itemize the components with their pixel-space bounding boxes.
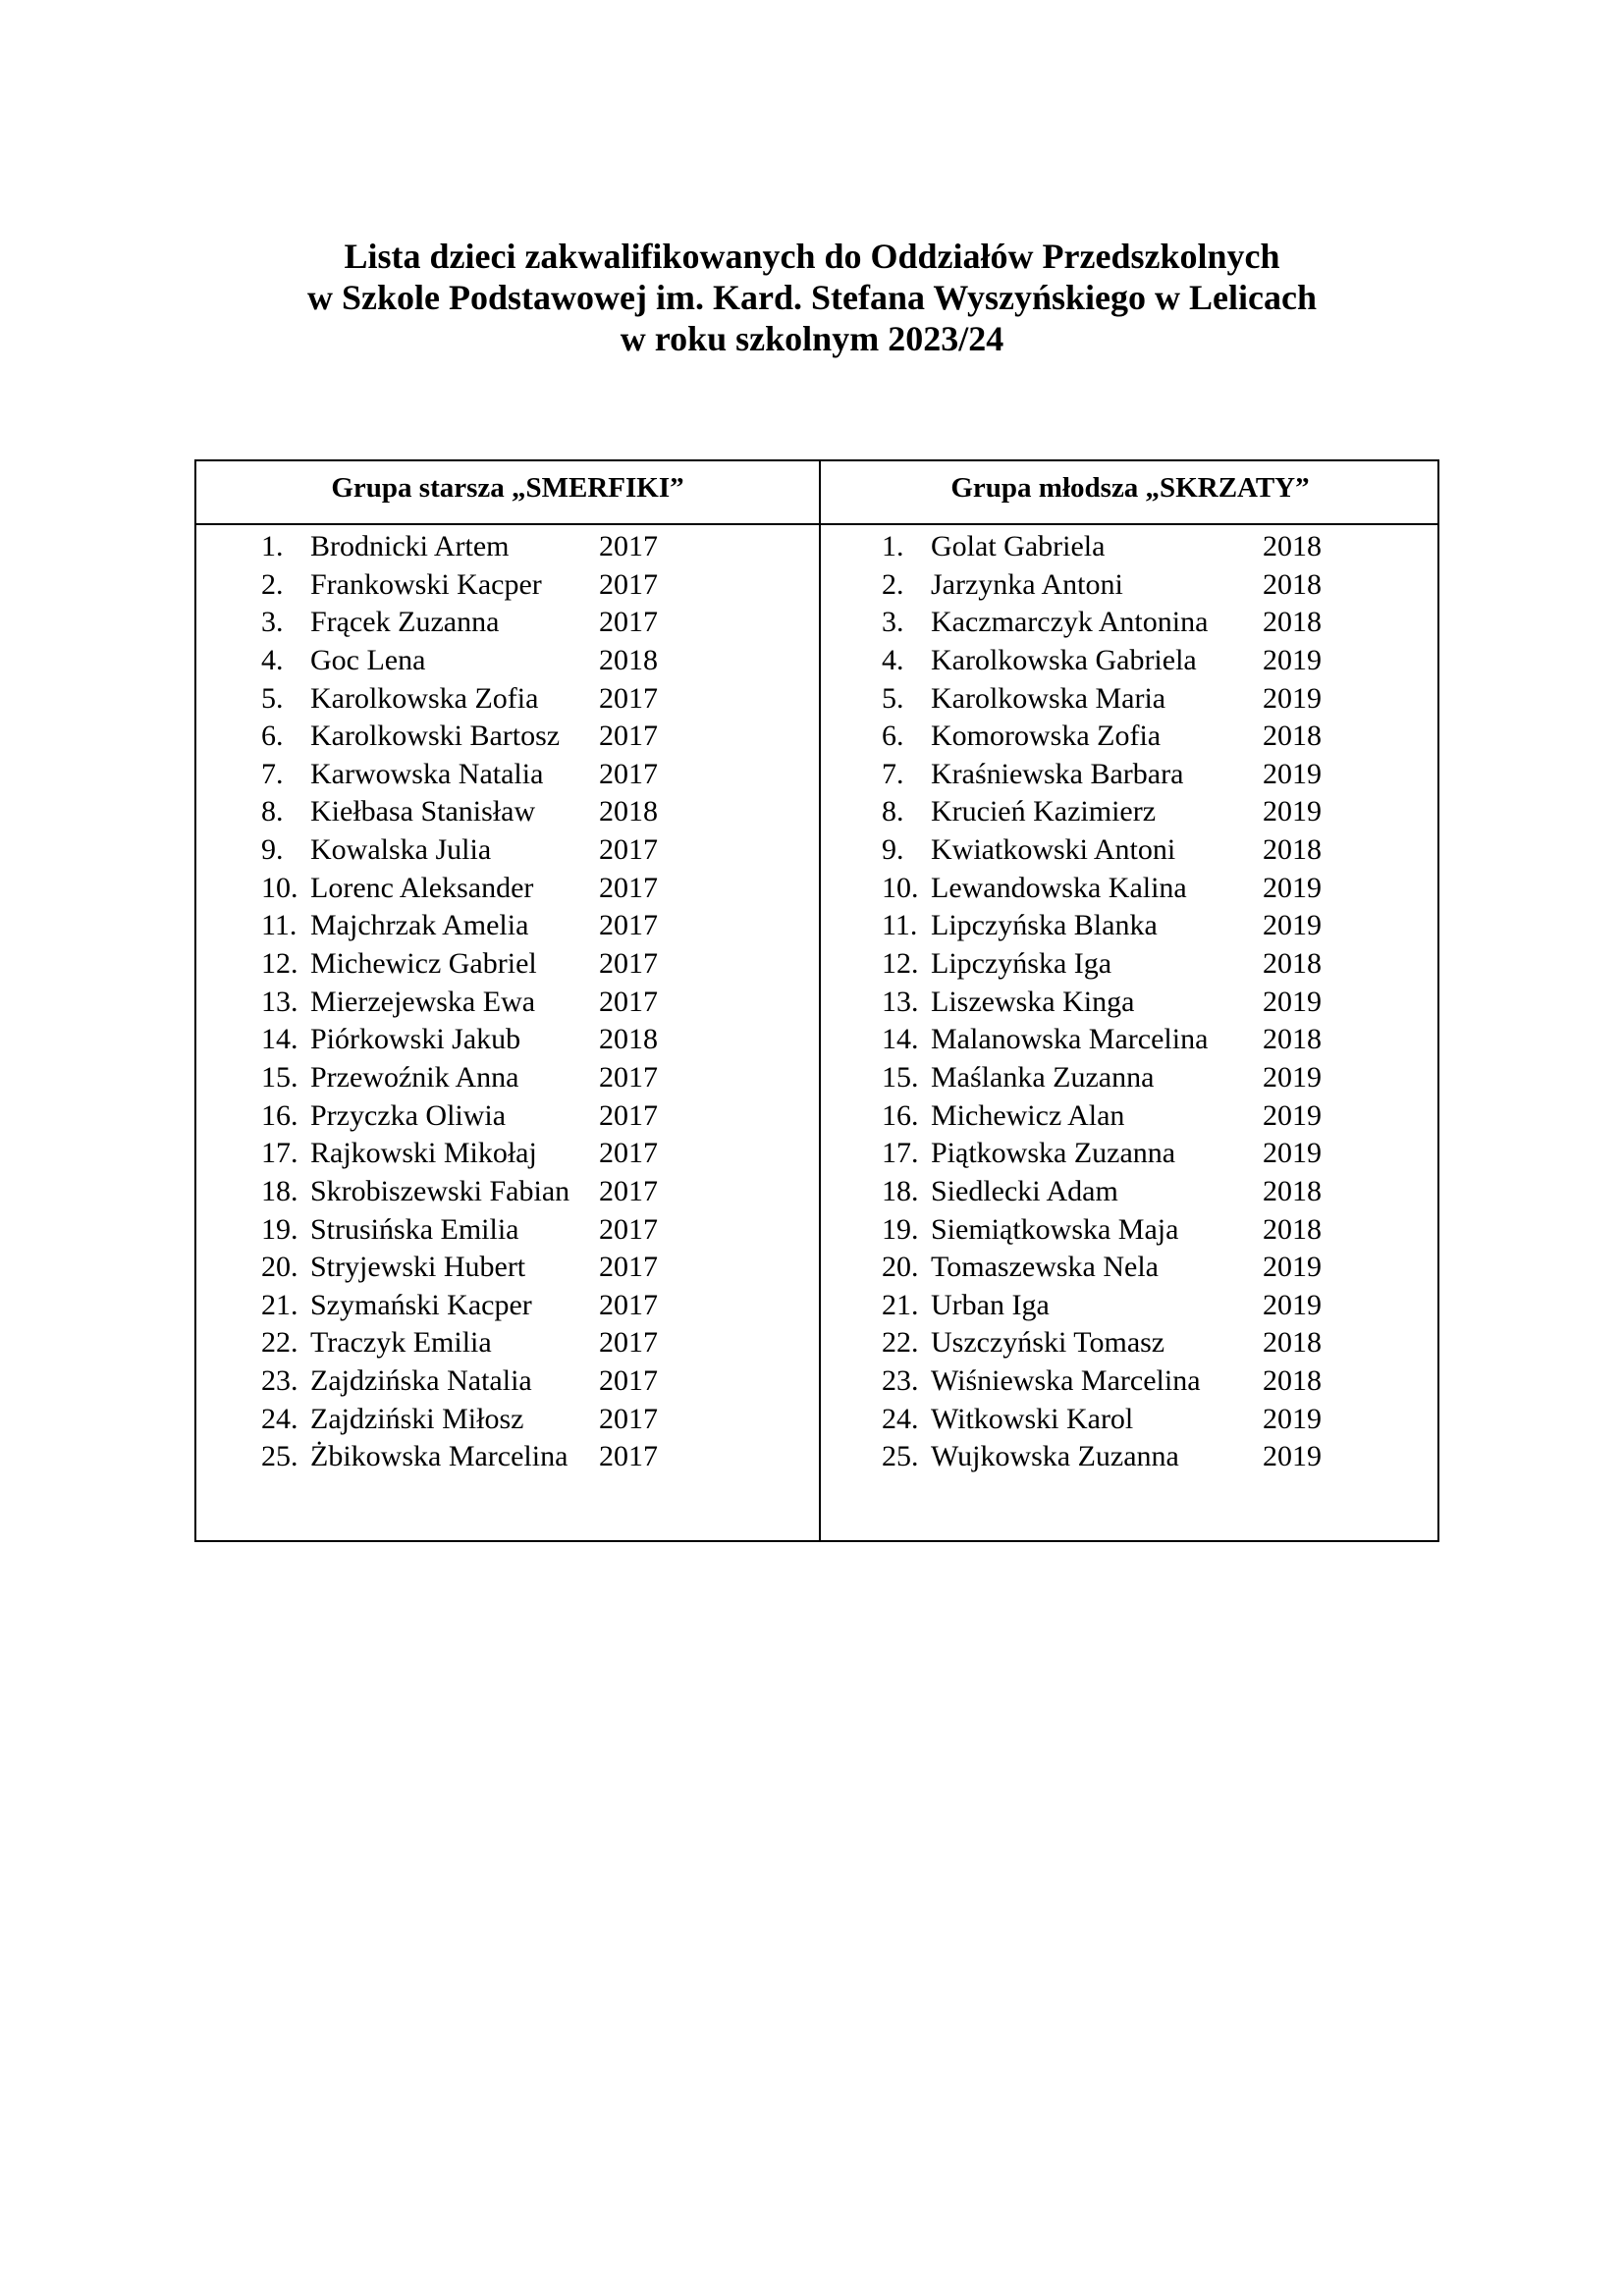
child-number: 1. (882, 530, 904, 562)
child-number: 7. (261, 757, 284, 790)
child-name: Tomaszewska Nela (931, 1251, 1159, 1284)
child-name: Karolkowski Bartosz (310, 720, 561, 753)
child-number: 18. (261, 1174, 298, 1207)
child-number: 3. (882, 606, 904, 639)
birth-year: 2017 (599, 606, 658, 639)
child-number: 12. (882, 947, 919, 981)
child-name: Skrobiszewski Fabian (310, 1174, 570, 1207)
child-name: Frankowski Kacper (310, 567, 542, 601)
child-number: 4. (882, 643, 904, 676)
column-divider (819, 461, 821, 1540)
child-name: Kiełbasa Stanisław (310, 795, 536, 828)
child-number: 16. (261, 1098, 298, 1132)
birth-year: 2018 (1263, 720, 1322, 753)
birth-year: 2019 (1263, 643, 1322, 676)
child-name: Krucień Kazimierz (931, 795, 1157, 828)
child-number: 21. (261, 1288, 298, 1321)
child-name: Kwiatkowski Antoni (931, 833, 1176, 867)
birth-year: 2017 (599, 947, 658, 981)
child-number: 9. (261, 833, 284, 867)
birth-year: 2019 (1263, 1402, 1322, 1435)
child-name: Zajdziński Miłosz (310, 1402, 524, 1435)
child-number: 5. (882, 681, 904, 715)
child-number: 20. (882, 1251, 919, 1284)
child-name: Karolkowska Zofia (310, 681, 539, 715)
child-name: Brodnicki Artem (310, 530, 510, 562)
child-name: Kraśniewska Barbara (931, 757, 1184, 790)
header-divider (196, 523, 1437, 525)
birth-year: 2017 (599, 1288, 658, 1321)
child-number: 8. (882, 795, 904, 828)
child-number: 16. (882, 1098, 919, 1132)
child-name: Mierzejewska Ewa (310, 985, 536, 1018)
child-number: 4. (261, 643, 284, 676)
title-line-1: Lista dzieci zakwalifikowanych do Oddziałów Przedszkolnych (344, 237, 1280, 276)
child-name: Witkowski Karol (931, 1402, 1134, 1435)
child-name: Golat Gabriela (931, 530, 1106, 562)
child-number: 17. (882, 1137, 919, 1170)
child-number: 19. (261, 1212, 298, 1246)
child-number: 2. (882, 567, 904, 601)
child-name: Uszczyński Tomasz (931, 1326, 1165, 1360)
child-name: Liszewska Kinga (931, 985, 1135, 1018)
child-name: Wujkowska Zuzanna (931, 1440, 1179, 1473)
child-number: 14. (882, 1023, 919, 1056)
birth-year: 2019 (1263, 909, 1322, 942)
title-line-3: w roku szkolnym 2023/24 (620, 319, 1004, 358)
birth-year: 2017 (599, 1174, 658, 1207)
child-number: 2. (261, 567, 284, 601)
child-name: Kowalska Julia (310, 833, 492, 867)
birth-year: 2017 (599, 909, 658, 942)
child-number: 23. (261, 1364, 298, 1398)
birth-year: 2018 (1263, 833, 1322, 867)
child-name: Karolkowska Gabriela (931, 643, 1197, 676)
child-name: Strusińska Emilia (310, 1212, 519, 1246)
birth-year: 2018 (1263, 1364, 1322, 1398)
child-number: 15. (882, 1060, 919, 1094)
birth-year: 2017 (599, 1326, 658, 1360)
birth-year: 2019 (1263, 795, 1322, 828)
child-name: Siemiątkowska Maja (931, 1212, 1179, 1246)
child-number: 5. (261, 681, 284, 715)
birth-year: 2018 (1263, 1023, 1322, 1056)
birth-year: 2017 (599, 985, 658, 1018)
child-name: Lewandowska Kalina (931, 871, 1187, 904)
child-name: Zajdzińska Natalia (310, 1364, 532, 1398)
birth-year: 2018 (1263, 530, 1322, 562)
child-name: Siedlecki Adam (931, 1174, 1118, 1207)
child-name: Frącek Zuzanna (310, 606, 500, 639)
birth-year: 2018 (1263, 1326, 1322, 1360)
child-number: 24. (261, 1402, 298, 1435)
child-number: 9. (882, 833, 904, 867)
child-name: Urban Iga (931, 1288, 1050, 1321)
birth-year: 2019 (1263, 1137, 1322, 1170)
child-name: Michewicz Alan (931, 1098, 1125, 1132)
birth-year: 2018 (1263, 606, 1322, 639)
birth-year: 2019 (1263, 1440, 1322, 1473)
child-number: 14. (261, 1023, 298, 1056)
child-number: 17. (261, 1137, 298, 1170)
birth-year: 2018 (1263, 1212, 1322, 1246)
child-name: Maślanka Zuzanna (931, 1060, 1155, 1094)
birth-year: 2019 (1263, 1098, 1322, 1132)
child-name: Komorowska Zofia (931, 720, 1162, 753)
birth-year: 2017 (599, 1060, 658, 1094)
child-name: Malanowska Marcelina (931, 1023, 1209, 1056)
child-number: 15. (261, 1060, 298, 1094)
child-name: Wiśniewska Marcelina (931, 1364, 1201, 1398)
birth-year: 2018 (1263, 1174, 1322, 1207)
birth-year: 2018 (1263, 947, 1322, 981)
child-name: Lorenc Aleksander (310, 871, 534, 904)
child-name: Rajkowski Mikołaj (310, 1137, 537, 1170)
child-number: 12. (261, 947, 298, 981)
birth-year: 2017 (599, 720, 658, 753)
child-number: 11. (882, 909, 918, 942)
roster-table (194, 459, 1439, 1542)
child-number: 13. (261, 985, 298, 1018)
child-name: Karolkowska Maria (931, 681, 1166, 715)
child-name: Lipczyńska Blanka (931, 909, 1158, 942)
birth-year: 2019 (1263, 1288, 1322, 1321)
birth-year: 2019 (1263, 871, 1322, 904)
birth-year: 2019 (1263, 1251, 1322, 1284)
child-name: Michewicz Gabriel (310, 947, 537, 981)
birth-year: 2018 (599, 795, 658, 828)
child-number: 7. (882, 757, 904, 790)
birth-year: 2017 (599, 1137, 658, 1170)
child-number: 25. (882, 1440, 919, 1473)
child-number: 20. (261, 1251, 298, 1284)
birth-year: 2019 (1263, 985, 1322, 1018)
child-number: 10. (261, 871, 298, 904)
child-name: Karwowska Natalia (310, 757, 544, 790)
birth-year: 2018 (599, 643, 658, 676)
child-number: 13. (882, 985, 919, 1018)
birth-year: 2017 (599, 567, 658, 601)
birth-year: 2017 (599, 1098, 658, 1132)
child-number: 11. (261, 909, 298, 942)
group-header-skrzaty: Grupa młodsza „SKRZATY” (950, 472, 1310, 504)
birth-year: 2019 (1263, 681, 1322, 715)
birth-year: 2017 (599, 681, 658, 715)
child-name: Piątkowska Zuzanna (931, 1137, 1176, 1170)
child-number: 18. (882, 1174, 919, 1207)
child-number: 22. (261, 1326, 298, 1360)
child-number: 1. (261, 530, 284, 562)
birth-year: 2017 (599, 1402, 658, 1435)
child-name: Goc Lena (310, 643, 426, 676)
birth-year: 2017 (599, 833, 658, 867)
child-number: 6. (261, 720, 284, 753)
document-title (0, 236, 1624, 359)
birth-year: 2017 (599, 871, 658, 904)
child-name: Żbikowska Marcelina (310, 1440, 568, 1473)
title-line-2: w Szkole Podstawowej im. Kard. Stefana Wyszyńskiego w Lelicach (307, 278, 1317, 317)
child-number: 10. (882, 871, 919, 904)
child-number: 25. (261, 1440, 298, 1473)
birth-year: 2017 (599, 1364, 658, 1398)
birth-year: 2017 (599, 757, 658, 790)
birth-year: 2017 (599, 1251, 658, 1284)
birth-year: 2017 (599, 530, 658, 562)
birth-year: 2018 (1263, 567, 1322, 601)
child-number: 8. (261, 795, 284, 828)
child-number: 24. (882, 1402, 919, 1435)
child-name: Piórkowski Jakub (310, 1023, 521, 1056)
child-name: Szymański Kacper (310, 1288, 532, 1321)
child-name: Traczyk Emilia (310, 1326, 492, 1360)
child-name: Stryjewski Hubert (310, 1251, 526, 1284)
child-number: 3. (261, 606, 284, 639)
birth-year: 2019 (1263, 757, 1322, 790)
child-number: 6. (882, 720, 904, 753)
birth-year: 2019 (1263, 1060, 1322, 1094)
child-number: 21. (882, 1288, 919, 1321)
child-name: Przyczka Oliwia (310, 1098, 507, 1132)
child-name: Lipczyńska Iga (931, 947, 1112, 981)
child-name: Przewoźnik Anna (310, 1060, 519, 1094)
group-header-smerfiki: Grupa starsza „SMERFIKI” (331, 472, 684, 504)
child-number: 22. (882, 1326, 919, 1360)
birth-year: 2017 (599, 1212, 658, 1246)
child-number: 23. (882, 1364, 919, 1398)
child-name: Majchrzak Amelia (310, 909, 529, 942)
child-number: 19. (882, 1212, 919, 1246)
birth-year: 2017 (599, 1440, 658, 1473)
birth-year: 2018 (599, 1023, 658, 1056)
child-name: Kaczmarczyk Antonina (931, 606, 1209, 639)
child-name: Jarzynka Antoni (931, 567, 1123, 601)
